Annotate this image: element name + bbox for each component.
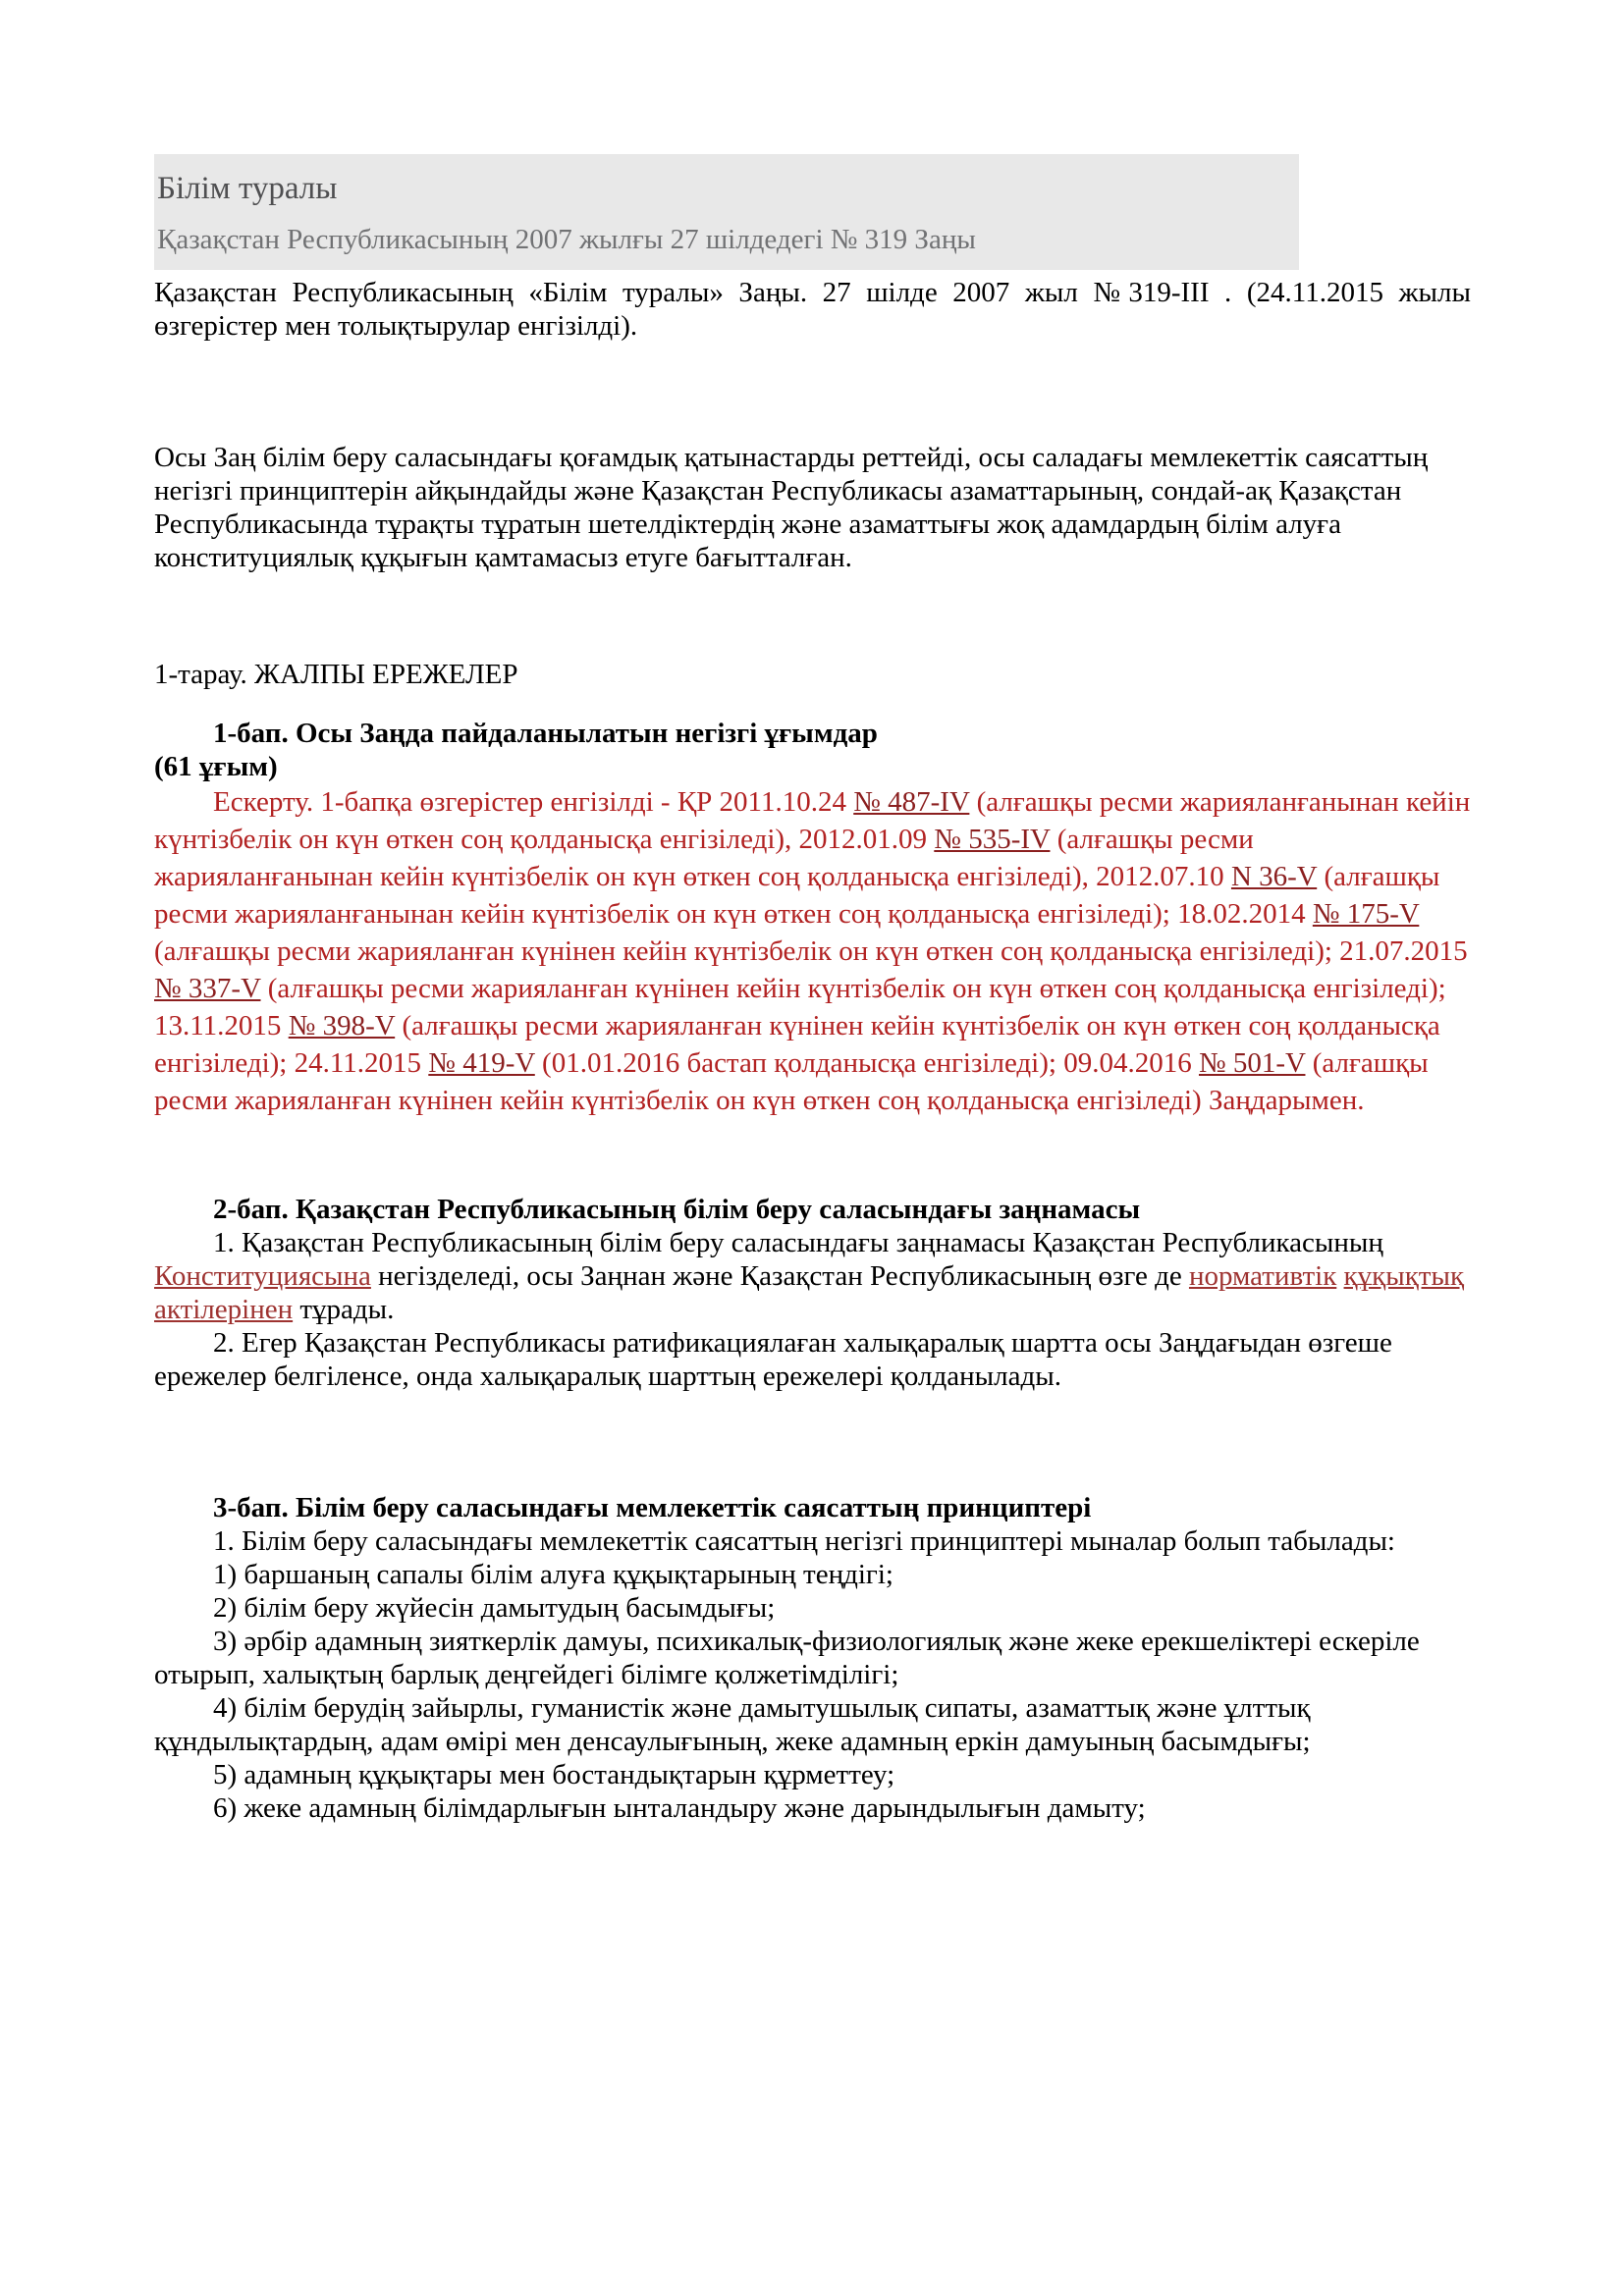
doc-link[interactable]: құқықтық (1343, 1260, 1465, 1292)
doc-link[interactable]: № 175-V (1312, 898, 1420, 930)
article-1-term-count: (61 ұғым) (154, 751, 278, 782)
text-run: (алғашқы ресми жарияланғанынан кейін күнтізбелік он күн өткен соң қолданысқа енгізіледі), 2012.07.10 (154, 824, 1254, 892)
doc-link[interactable]: № 398-V (288, 1010, 396, 1041)
chapter-1-heading: 1-тарау. ЖАЛПЫ ЕРЕЖЕЛЕР (154, 659, 518, 690)
text-run: негізделеді, осы Заңнан және Қазақстан Республикасының өзге де (370, 1260, 1189, 1292)
document-content (154, 154, 1471, 1825)
text-run: (алғашқы ресми жарияланған күнінен кейін күнтізбелік он күн өткен соң қолданысқа енгізіледі); 24.11.2015 (154, 1010, 1440, 1079)
text-run: (алғашқы ресми жарияланған күнінен кейін күнтізбелік он күн өткен соң қолданысқа енгізіледі); 13.11.2015 (154, 973, 1446, 1041)
principle-item-6: 6) жеке адамның білімдарлығын ынталандыру және дарындылығын дамыту; (213, 1792, 1146, 1824)
text-run: тұрады. (293, 1294, 395, 1325)
document-title: Білім туралы (157, 171, 338, 206)
text-run: (алғашқы ресми жарияланғанынан кейін күнтізбелік он күн өткен соң қолданысқа енгізіледі), 2012.01.09 (154, 786, 1471, 855)
doc-link[interactable]: актілерінен (154, 1294, 294, 1325)
text-run: 1. Қазақстан Республикасының білім беру саласындағы заңнамасы Қазақстан Республикасының (213, 1227, 1383, 1258)
doc-link[interactable]: № 501-V (1198, 1047, 1306, 1079)
text-run: (алғашқы ресми жарияланған күнінен кейін күнтізбелік он күн өткен соң қолданысқа енгізіледі) Заңдарымен. (154, 1047, 1429, 1116)
text-run: (алғашқы ресми жарияланған күнінен кейін күнтізбелік он күн өткен соң қолданысқа енгізіледі); 21.07.2015 (154, 935, 1468, 967)
principle-item-5: 5) адамның құқықтары мен бостандықтарын құрметтеу; (213, 1759, 895, 1790)
article-2-heading: 2-бап. Қазақстан Республикасының білім беру саласындағы заңнамасы (213, 1194, 1141, 1225)
principle-item-1: 1) баршаның сапалы білім алуға құқықтарының теңдігі; (213, 1559, 893, 1590)
doc-link[interactable]: N 36-V (1230, 861, 1318, 892)
intro-paragraph: Қазақстан Республикасының «Білім туралы» Заңы. 27 шілде 2007 жыл №319-III . (24.11.2015 жылы өзгерістер мен толықтырулар енгізілді). (154, 277, 1471, 342)
article-2-paragraph-2: 2. Егер Қазақстан Республикасы ратификациялаған халықаралық шартта осы Заңдағыдан өзгеше ережелер белгіленсе, онда халықаралық шарттың ережелері қолданылады. (154, 1327, 1392, 1392)
preamble-paragraph: Осы Заң білім беру саласындағы қоғамдық қатынастарды реттейді, осы саладағы мемлекеттік саясаттың негізгі принциптерін айқындайды және Қазақстан Республикасы азаматтарының, сондай-ақ Қазақстан Республикасында тұрақты тұратын шетелдіктердің және азаматтығы жоқ адамдардың білім алуға конституциялық құқығын қамтамасыз етуге бағытталған. (154, 442, 1429, 573)
article-2-paragraph-1 (154, 1226, 1471, 1326)
text-run (1336, 1260, 1343, 1292)
principle-item-3: 3) әрбір адамның зияткерлік дамуы, психикалық-физиологиялық және жеке ерекшеліктері ескеріле отырып, халықтың барлық деңгейдегі білімге қолжетімділігі; (154, 1626, 1420, 1690)
principle-item-2: 2) білім беру жүйесін дамытудың басымдығы; (213, 1592, 776, 1624)
doc-link[interactable]: № 419-V (428, 1047, 535, 1079)
document-header (154, 154, 1299, 270)
text-run: (01.01.2016 бастап қолданысқа енгізіледі); 09.04.2016 (534, 1047, 1199, 1079)
text-run: Ескерту. 1-бапқа өзгерістер енгізілді - ҚР 2011.10.24 (213, 786, 854, 818)
doc-link[interactable]: № 487-IV (853, 786, 970, 818)
text-run: (алғашқы ресми жарияланғанынан кейін күнтізбелік он күн өткен соң қолданысқа енгізіледі); 18.02.2014 (154, 861, 1440, 930)
principle-item-4: 4) білім берудің зайырлы, гуманистік және дамытушылық сипаты, азаматтық және ұлттық құндылықтардың, адам өмірі мен денсаулығының, жеке адамның еркін дамуының басымдығы; (154, 1692, 1311, 1757)
article-3-heading: 3-бап. Білім беру саласындағы мемлекеттік саясаттың принциптері (213, 1492, 1092, 1523)
document-subtitle: Қазақстан Республикасының 2007 жылғы 27 шілдедегі № 319 Заңы (157, 224, 976, 255)
doc-link[interactable]: Конституциясына (154, 1260, 371, 1292)
doc-link[interactable]: № 337-V (154, 973, 261, 1004)
article-1-heading: 1-бап. Осы Заңда пайдаланылатын негізгі ұғымдар (213, 718, 878, 749)
article-1-amendment-note (154, 783, 1471, 1119)
article-3-paragraph-1: 1. Білім беру саласындағы мемлекеттік саясаттың негізгі принциптері мыналар болып табылады: (213, 1525, 1395, 1557)
doc-link[interactable]: № 535-IV (934, 824, 1051, 855)
doc-link[interactable]: нормативтік (1188, 1260, 1337, 1292)
